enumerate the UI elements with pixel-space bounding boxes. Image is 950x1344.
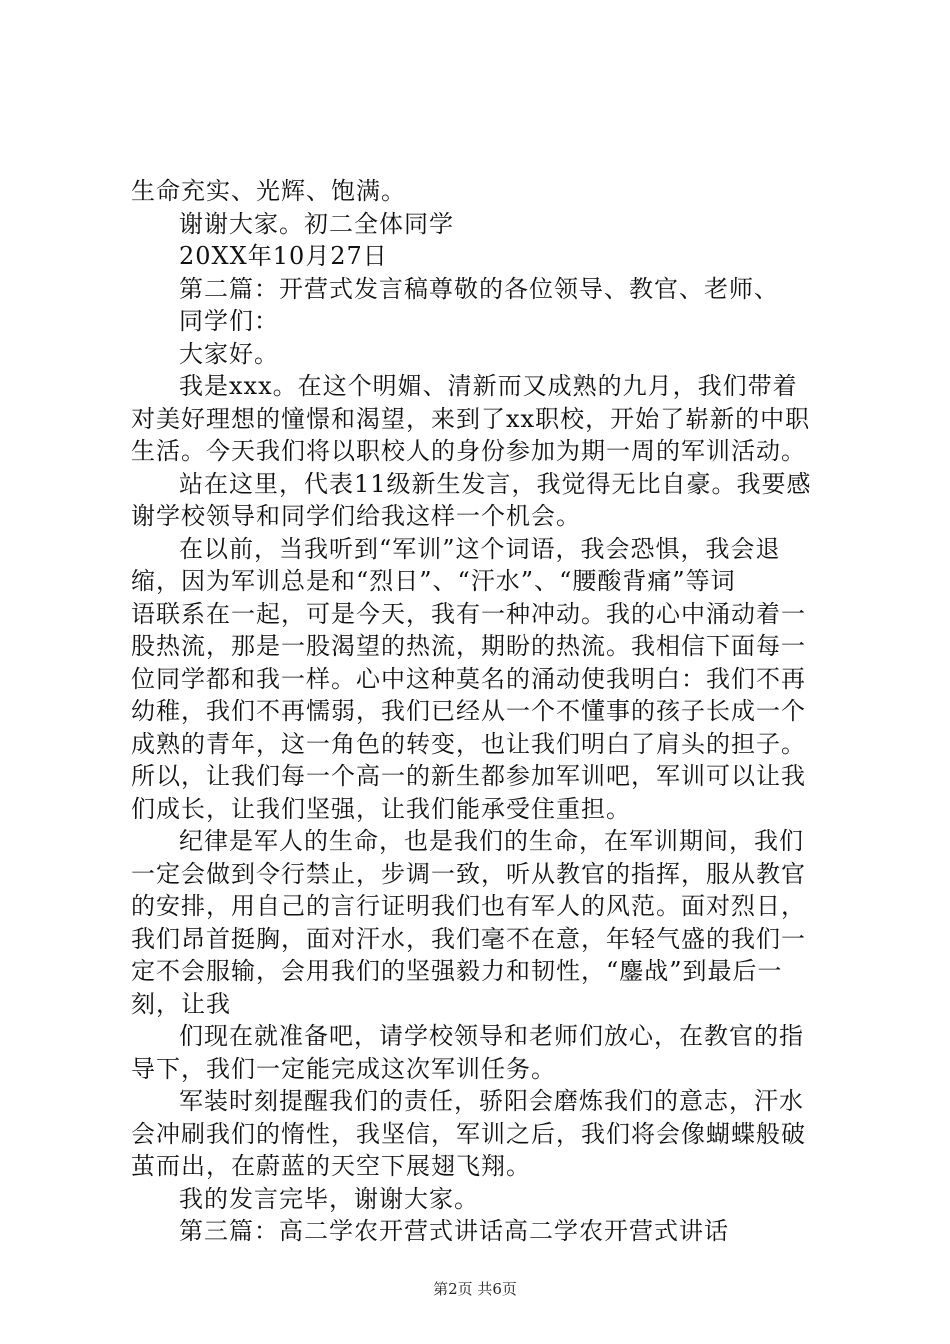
- text-line: 大家好。: [179, 339, 279, 368]
- document-body: [131, 175, 841, 1248]
- text-line: 们现在就准备吧，请学校领导和老师们放心，在教官的指: [179, 1022, 804, 1050]
- text-line: 纪律是军人的生命，也是我们的生命，在军训期间，我们: [179, 827, 804, 855]
- text-line: 我的发言完毕，谢谢大家。: [179, 1184, 479, 1213]
- section-heading: 第三篇：高二学农开营式讲话高二学农开营式讲话: [179, 1217, 729, 1245]
- text-line: 刻，让我: [131, 989, 231, 1018]
- text-line: 的安排，用自己的言行证明我们也有军人的风范。面对烈日，: [131, 892, 806, 920]
- text-line: 缩，因为军训总是和“烈日”、“汗水”、“腰酸背痛”等词: [131, 567, 736, 595]
- text-line: 我是xxx。在这个明媚、清新而又成熟的九月，我们带着: [179, 372, 798, 400]
- text-line: 导下，我们一定能完成这次军训任务。: [131, 1054, 556, 1083]
- page-number-footer: 第2页 共6页: [433, 1280, 517, 1298]
- text-line: 会冲刷我们的惰性，我坚信，军训之后，我们将会像蝴蝶般破: [131, 1119, 806, 1148]
- text-line: 一定会做到令行禁止，步调一致，听从教官的指挥，服从教官: [131, 859, 806, 888]
- text-line: 语联系在一起，可是今天，我有一种冲动。我的心中涌动着一: [131, 599, 806, 628]
- section-heading: 第二篇：开营式发言稿尊敬的各位领导、教官、老师、: [179, 274, 779, 303]
- text-line: 同学们：: [179, 307, 279, 335]
- text-line: 成熟的青年，这一角色的转变，也让我们明白了肩头的担子。: [131, 729, 806, 758]
- text-line: 谢学校领导和同学们给我这样一个机会。: [131, 502, 581, 530]
- text-line: 谢谢大家。初二全体同学: [179, 209, 454, 238]
- text-line: 军装时刻提醒我们的责任，骄阳会磨炼我们的意志，汗水: [179, 1087, 804, 1115]
- text-line: 在以前，当我听到“军训”这个词语，我会恐惧，我会退: [179, 534, 781, 563]
- text-line: 生活。今天我们将以职校人的身份参加为期一周的军训活动。: [131, 437, 806, 465]
- text-line: 们成长，让我们坚强，让我们能承受住重担。: [131, 794, 631, 823]
- text-line: 20XX年10月27日: [179, 242, 388, 270]
- text-line: 对美好理想的憧憬和渴望，来到了xx职校，开始了崭新的中职: [131, 404, 811, 433]
- text-line: 生命充实、光辉、饱满。: [131, 177, 406, 205]
- text-line: 股热流，那是一股渴望的热流，期盼的热流。我相信下面每一: [131, 632, 806, 660]
- text-line: 站在这里，代表11级新生发言，我觉得无比自豪。我要感: [179, 469, 812, 498]
- text-line: 位同学都和我一样。心中这种莫名的涌动使我明白：我们不再: [131, 664, 806, 693]
- text-line: 幼稚，我们不再懦弱，我们已经从一个不懂事的孩子长成一个: [131, 697, 806, 725]
- text-line: 所以，让我们每一个高一的新生都参加军训吧，军训可以让我: [131, 762, 806, 790]
- text-line: 我们昂首挺胸，面对汗水，我们毫不在意，年轻气盛的我们一: [131, 924, 806, 953]
- text-line: 定不会服输，会用我们的坚强毅力和韧性，“鏖战”到最后一: [131, 957, 783, 985]
- text-line: 茧而出，在蔚蓝的天空下展翅飞翔。: [131, 1152, 531, 1180]
